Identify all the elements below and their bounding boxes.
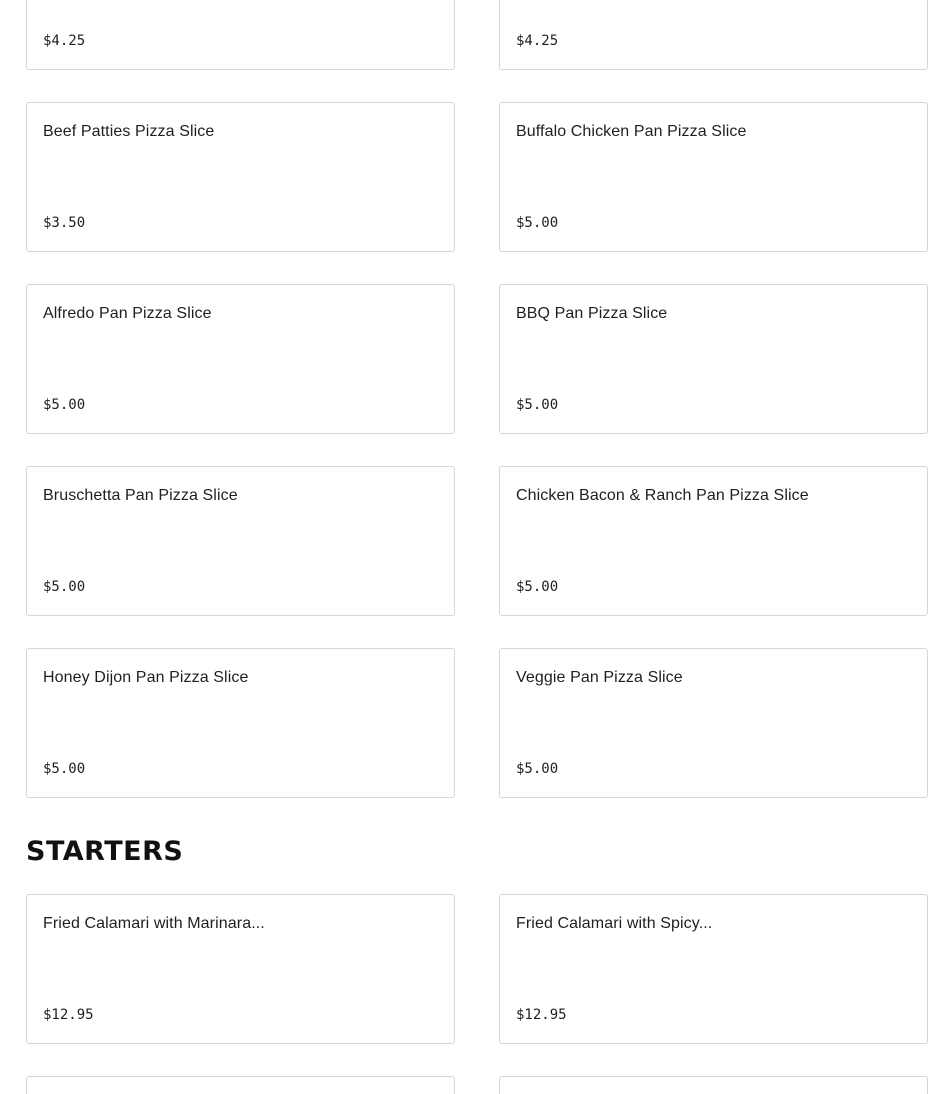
menu-item-card[interactable]	[26, 284, 455, 434]
menu-item-card[interactable]	[499, 466, 928, 616]
menu-item-price: $5.00	[516, 761, 559, 777]
menu-item-name: Alfredo Pan Pizza Slice	[43, 305, 212, 322]
menu-item-card[interactable]	[499, 284, 928, 434]
section-title-starters: STARTERS	[26, 836, 184, 867]
menu-item-card[interactable]	[26, 1076, 455, 1094]
menu-item-name: Chicken Bacon & Ranch Pan Pizza Slice	[516, 487, 809, 504]
menu-item-name: BBQ Pan Pizza Slice	[516, 305, 668, 322]
menu-item-price: $5.00	[43, 397, 86, 413]
menu-item-card[interactable]	[499, 894, 928, 1044]
menu-item-card[interactable]	[26, 102, 455, 252]
menu-item-card[interactable]	[26, 648, 455, 798]
menu-item-price: $4.25	[43, 33, 86, 49]
menu-item-card[interactable]	[26, 894, 455, 1044]
menu-item-price: $3.50	[43, 215, 86, 231]
menu-item-price: $5.00	[43, 761, 86, 777]
menu-item-card[interactable]	[26, 466, 455, 616]
menu-item-price: $12.95	[43, 1007, 94, 1023]
menu-item-price: $5.00	[516, 579, 559, 595]
menu-item-name: Fried Calamari with Spicy...	[516, 915, 713, 932]
menu-item-price: $5.00	[516, 215, 559, 231]
menu-item-price: $5.00	[516, 397, 559, 413]
menu-item-card[interactable]	[499, 1076, 928, 1094]
menu-item-price: $4.25	[516, 33, 559, 49]
menu-item-card[interactable]	[499, 0, 928, 70]
menu-item-price: $5.00	[43, 579, 86, 595]
menu-item-name: Honey Dijon Pan Pizza Slice	[43, 669, 249, 686]
menu-item-name: Buffalo Chicken Pan Pizza Slice	[516, 123, 747, 140]
menu-item-card[interactable]	[26, 0, 455, 70]
menu-item-card[interactable]	[499, 102, 928, 252]
menu-item-name: Fried Calamari with Marinara...	[43, 915, 265, 932]
menu-item-card[interactable]	[499, 648, 928, 798]
menu-item-name: Bruschetta Pan Pizza Slice	[43, 487, 238, 504]
menu-item-name: Beef Patties Pizza Slice	[43, 123, 215, 140]
menu-item-price: $12.95	[516, 1007, 567, 1023]
menu-item-name: Veggie Pan Pizza Slice	[516, 669, 683, 686]
